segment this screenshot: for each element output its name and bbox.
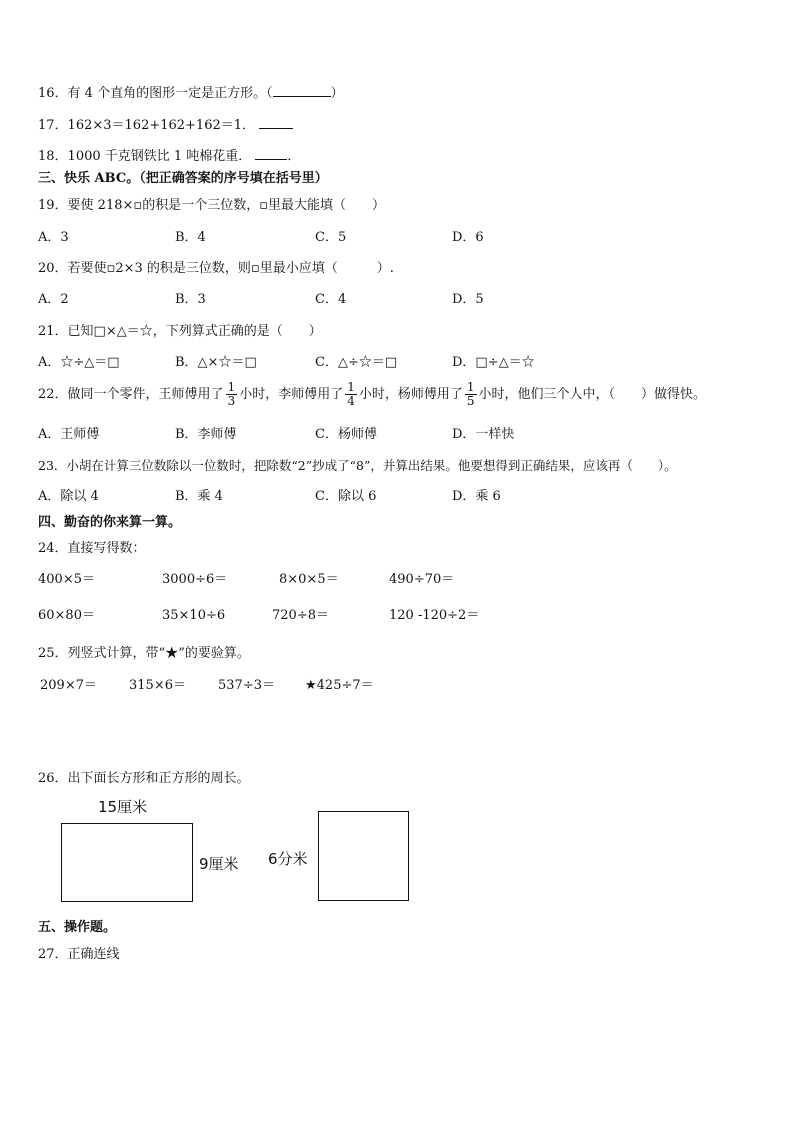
- question-text: 直接写得数：: [67, 541, 146, 556]
- option-b[interactable]: B．3: [175, 292, 206, 307]
- question-text: 正确连线: [67, 947, 120, 962]
- fraction-one-third: $\frac{1}{3}$: [227, 380, 236, 408]
- option-d[interactable]: D．5: [452, 292, 484, 307]
- option-c[interactable]: C．除以 6: [315, 489, 377, 504]
- square-side-label: 6分米: [268, 850, 308, 868]
- question-21: [38, 324, 322, 340]
- question-27: [38, 947, 120, 963]
- question-number: 26．: [38, 771, 68, 786]
- calc-item: 35×10÷6: [162, 608, 226, 623]
- vertical-calc-item: 537÷3＝: [218, 678, 275, 693]
- question-number: 21．: [38, 324, 68, 339]
- question-text: 出下面长方形和正方形的周长。: [67, 771, 250, 786]
- calc-item: 490÷70＝: [389, 572, 455, 587]
- rectangle-figure: [61, 823, 193, 902]
- option-a[interactable]: A．3: [38, 230, 69, 245]
- option-c[interactable]: C．△÷☆＝□: [315, 355, 398, 370]
- question-number: 19．: [38, 198, 68, 213]
- section-4-heading: 四、勤奋的你来算一算。: [38, 515, 182, 530]
- question-16: 16．有 4 个直角的图形一定是正方形。（ ）: [38, 86, 344, 101]
- section-5-heading: 五、操作题。: [38, 920, 117, 935]
- option-b[interactable]: B．李师傅: [175, 427, 237, 442]
- question-number: 18．: [38, 149, 68, 164]
- option-d[interactable]: D．□÷△＝☆: [452, 355, 535, 370]
- question-19: [38, 198, 385, 214]
- calc-item: 400×5＝: [38, 572, 95, 587]
- question-23-options: [38, 489, 738, 505]
- question-22-options: [38, 427, 738, 443]
- option-c[interactable]: C．4: [315, 292, 347, 307]
- option-a[interactable]: A．除以 4: [38, 489, 99, 504]
- question-22: 22．做同一个零件，王师傅用了 $\frac{1}{3}$ 小时，李师傅用了 $\frac{1}{4}$ 小时，杨师傅用了 $\frac{1}{5}$ 小时，他们三个人中，（ ）做得快。: [38, 380, 707, 408]
- question-25: [38, 646, 250, 662]
- vertical-calc-item: ★425÷7＝: [305, 678, 374, 693]
- question-number: 27．: [38, 947, 68, 962]
- option-d[interactable]: D．乘 6: [452, 489, 501, 504]
- calc-item: 3000÷6＝: [162, 572, 228, 587]
- calc-item: 8×0×5＝: [279, 572, 339, 587]
- option-c[interactable]: C．5: [315, 230, 347, 245]
- fraction-one-fifth: $\frac{1}{5}$: [466, 380, 475, 408]
- calc-item: 60×80＝: [38, 608, 95, 623]
- vertical-calc-item: 209×7＝: [40, 678, 97, 693]
- question-number: 24．: [38, 541, 68, 556]
- rectangle-width-label: 15厘米: [98, 798, 148, 816]
- question-text: 已知□×△＝☆，下列算式正确的是（ ）: [67, 324, 322, 339]
- fraction-one-fourth: $\frac{1}{4}$: [347, 380, 355, 408]
- option-b[interactable]: B．乘 4: [175, 489, 223, 504]
- question-21-options: [38, 355, 738, 371]
- question-number: 20．: [38, 261, 68, 276]
- question-text: 162×3＝162+162+162＝1．: [67, 118, 256, 133]
- option-d[interactable]: D．6: [452, 230, 484, 245]
- section-3-heading: 三、快乐 ABC。（把正确答案的序号填在括号里）: [38, 171, 328, 186]
- question-number: 16．: [38, 86, 68, 101]
- option-a[interactable]: A．2: [38, 292, 69, 307]
- square-figure: [318, 811, 409, 901]
- option-a[interactable]: A．☆÷△＝□: [38, 355, 120, 370]
- question-number: 17．: [38, 118, 68, 133]
- question-text: 若要使▫2×3 的积是三位数，则▫里最小应填（ ）.: [67, 261, 394, 276]
- answer-blank[interactable]: [255, 147, 287, 160]
- question-26: [38, 771, 250, 787]
- question-20-options: [38, 292, 738, 308]
- rectangle-height-label: 9厘米: [199, 855, 239, 873]
- calc-item: 720÷8＝: [272, 608, 329, 623]
- question-number: 22．: [38, 387, 68, 402]
- question-18: 18．1000 千克钢铁比 1 吨棉花重． ．: [38, 149, 301, 164]
- question-23: [38, 458, 677, 474]
- vertical-calc-item: 315×6＝: [129, 678, 186, 693]
- option-b[interactable]: B．4: [175, 230, 206, 245]
- question-text: 1000 千克钢铁比 1 吨棉花重．: [67, 149, 252, 164]
- question-19-options: [38, 230, 738, 246]
- question-number: 25．: [38, 646, 68, 661]
- question-20: [38, 261, 394, 277]
- question-17: [38, 116, 293, 134]
- option-a[interactable]: A．王师傅: [38, 427, 100, 442]
- question-text: 要使 218×▫的积是一个三位数，▫里最大能填（ ）: [67, 198, 386, 213]
- answer-blank[interactable]: [259, 116, 293, 129]
- question-text: 有 4 个直角的图形一定是正方形。（: [67, 86, 273, 101]
- question-number: 23．: [38, 458, 67, 473]
- question-text: 小胡在计算三位数除以一位数时，把除数“2”抄成了“8”，并算出结果。他要想得到正确结果，应该再（ ）。: [66, 458, 677, 473]
- option-b[interactable]: B．△×☆＝□: [175, 355, 257, 370]
- option-c[interactable]: C．杨师傅: [315, 427, 377, 442]
- calc-item: 120 -120÷2＝: [389, 608, 480, 623]
- question-24: [38, 541, 146, 557]
- answer-blank[interactable]: [273, 84, 331, 97]
- question-text: 列竖式计算，带“★”的要验算。: [67, 646, 250, 661]
- option-d[interactable]: D．一样快: [452, 427, 515, 442]
